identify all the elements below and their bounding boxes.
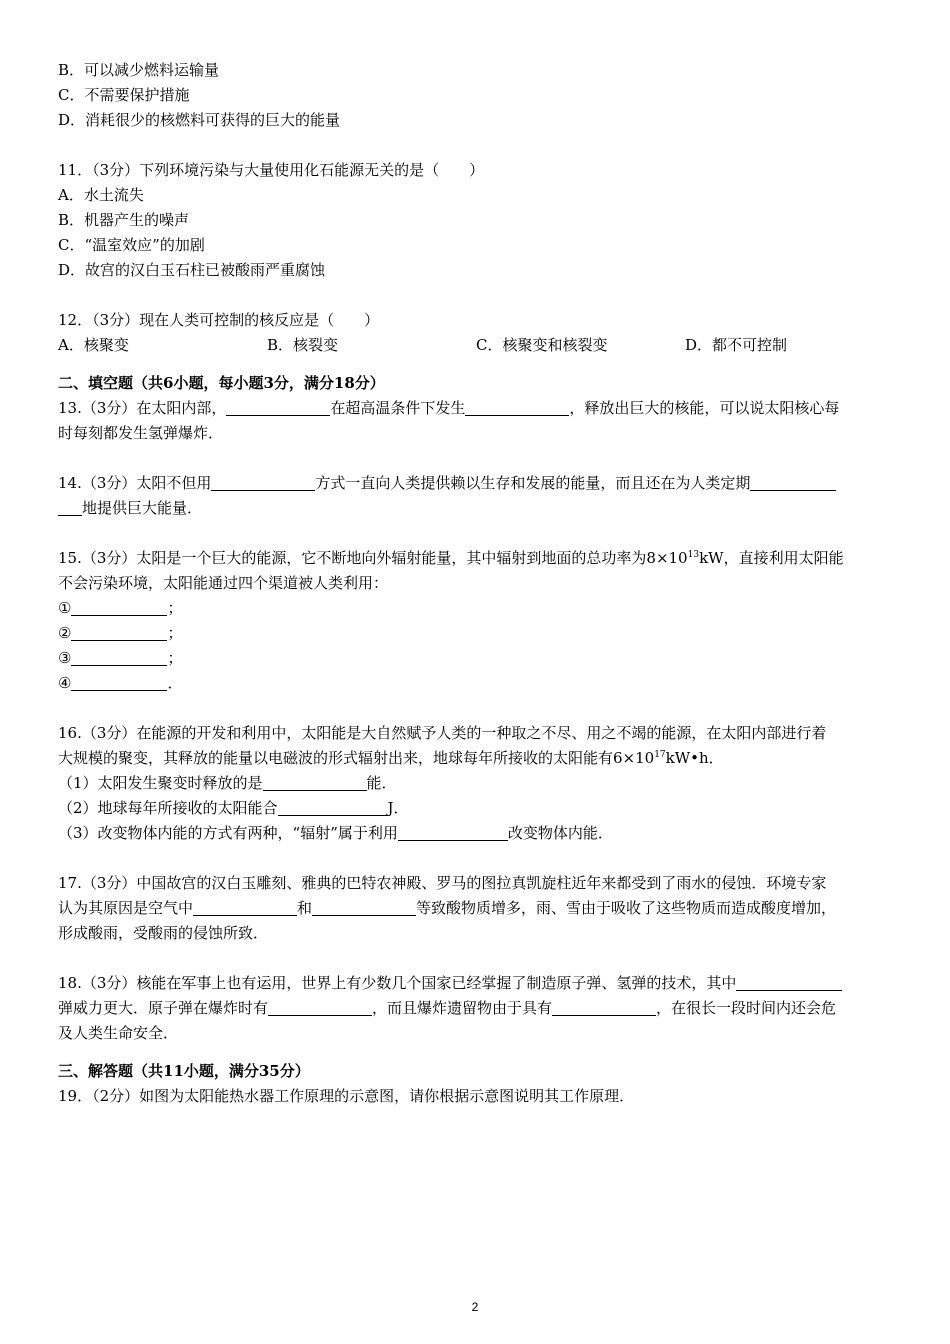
q12-options [58, 333, 894, 358]
q11-option-b: B．机器产生的噪声 [58, 211, 190, 229]
section-3-title: 三、解答题（共11小题，满分35分） [58, 1062, 310, 1080]
q16-line-1: 16.（3分）在能源的开发和利用中，太阳能是大自然赋予人类的一种取之不尽、用之不竭的能源，在太阳内部进行着 [58, 724, 827, 742]
q13-line-2: 时每刻都发生氢弹爆炸． [58, 424, 224, 442]
q19-stem: 19．（2分）如图为太阳能热水器工作原理的示意图，请你根据示意图说明其工作原理． [58, 1087, 635, 1105]
q16-blank-3[interactable] [398, 825, 508, 841]
q12-option-c: C．核聚变和核裂变 [476, 336, 608, 354]
q15-blank-4[interactable] [71, 675, 167, 691]
q14-blank-2-cont[interactable] [58, 500, 82, 516]
q15-item-3: ③ ； [58, 649, 183, 667]
q11-option-a: A．水土流失 [58, 186, 144, 204]
q15-blank-1[interactable] [71, 600, 167, 616]
q17-line-3: 形成酸雨，受酸雨的侵蚀所致． [58, 924, 269, 942]
q17-blank-1[interactable] [193, 900, 297, 916]
page-number: 2 [471, 1300, 479, 1314]
q12-option-d: D．都不可控制 [685, 336, 788, 354]
q18-line-1: 18.（3分）核能在军事上也有运用，世界上有少数几个国家已经掌握了制造原子弹、氢弹的技术，其中 [58, 971, 894, 996]
q18-line-2: 弹威力更大．原子弹在爆炸时有 ，而且爆炸遗留物由于具有 ，在很长一段时间内还会危 [58, 999, 837, 1017]
q18-blank-2[interactable] [268, 1000, 372, 1016]
exam-page [58, 58, 894, 1109]
section-2-title: 二、填空题（共6小题，每小题3分，满分18分） [58, 374, 385, 392]
q15-line-2: 不会污染环境，太阳能通过四个渠道被人类利用： [58, 574, 389, 592]
q16-sub-3: （3）改变物体内能的方式有两种，“辐射”属于利用 改变物体内能． [58, 824, 613, 842]
q13-blank-2[interactable] [465, 400, 569, 416]
q16-blank-2[interactable] [278, 800, 388, 816]
q17-blank-2[interactable] [312, 900, 416, 916]
q12-stem: 12．（3分）现在人类可控制的核反应是（ ） [58, 311, 380, 329]
q17-line-2: 认为其原因是空气中 和 等致酸物质增多，雨、雪由于吸收了这些物质而造成酸度增加， [58, 899, 837, 917]
q15-item-1: ① ； [58, 599, 183, 617]
q15-item-4: ④ ． [58, 674, 183, 692]
q14-blank-2[interactable] [750, 475, 836, 491]
q14-line-1: 14.（3分）太阳不但用 方式一直向人类提供赖以生存和发展的能量，而且还在为人类定期 [58, 471, 894, 496]
q12-option-a: A．核聚变 [58, 336, 129, 354]
q15-blank-2[interactable] [71, 625, 167, 641]
q11-option-c: C．“温室效应”的加剧 [58, 236, 205, 254]
q16-blank-1[interactable] [263, 775, 367, 791]
q13-blank-1[interactable] [226, 400, 330, 416]
q14-blank-1[interactable] [211, 475, 315, 491]
q18-blank-3[interactable] [552, 1000, 656, 1016]
q16-sub-1: （1）太阳发生聚变时释放的是 能． [58, 774, 397, 792]
q18-blank-1[interactable] [736, 975, 842, 991]
q12-option-b: B．核裂变 [267, 336, 339, 354]
q15-item-2: ② ； [58, 624, 183, 642]
q16-line-2: 大规模的聚变，其释放的能量以电磁波的形式辐射出来，地球每年所接收的太阳能有$6\times 10^{17}kW•h$． [58, 749, 724, 767]
q10-option-d: D．消耗很少的核燃料可获得的巨大的能量 [58, 111, 341, 129]
q16-sub-2: （2）地球每年所接收的太阳能合 J． [58, 799, 409, 817]
q10-option-b: B．可以减少燃料运输量 [58, 61, 220, 79]
q11-stem: 11．（3分）下列环境污染与大量使用化石能源无关的是（ ） [58, 161, 485, 179]
q18-line-3: 及人类生命安全． [58, 1024, 179, 1042]
q17-line-1: 17.（3分）中国故宫的汉白玉雕刻、雅典的巴特农神殿、罗马的图拉真凯旋柱近年来都受到了雨水的侵蚀．环境专家 [58, 874, 827, 892]
q15-blank-3[interactable] [71, 650, 167, 666]
q13-line-1: 13.（3分）在太阳内部， 在超高温条件下发生 ，释放出巨大的核能，可以说太阳核心每 [58, 399, 840, 417]
q10-option-c: C．不需要保护措施 [58, 86, 190, 104]
q14-line-2: 地提供巨大能量． [58, 496, 894, 521]
q15-line-1: 15.（3分）太阳是一个巨大的能源，它不断地向外辐射能量，其中辐射到地面的总功率为$8\times 10^{13}kW$，直接利用太阳能 [58, 549, 844, 567]
q11-option-d: D．故宫的汉白玉石柱已被酸雨严重腐蚀 [58, 261, 326, 279]
